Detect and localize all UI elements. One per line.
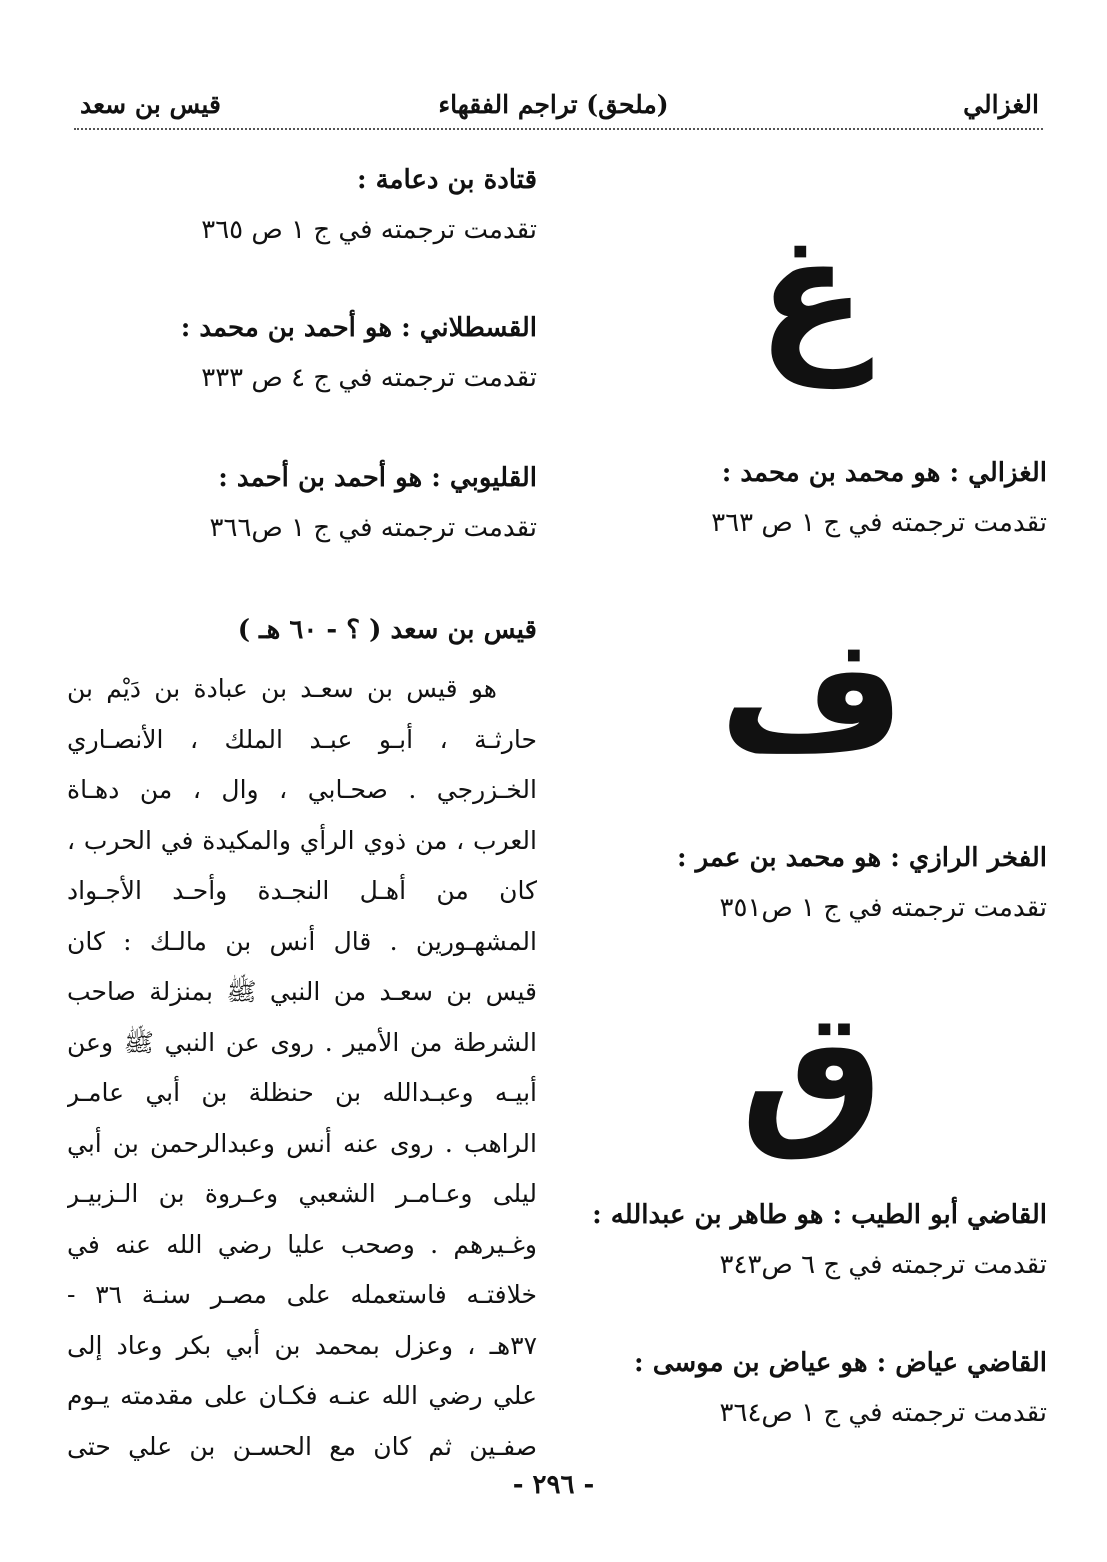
biography-line: ٣٧هـ ، وعزل بمحمد بن أبي بكر وعاد إلى — [67, 1330, 537, 1360]
entry-qadi-abu-tayyib-ref: تقدمت ترجمته في ج ٦ ص٣٤٣ — [719, 1250, 1047, 1280]
section-letter-qaf: ق — [740, 976, 884, 1163]
entry-qays-title: قيس بن سعد ( ؟ - ٦٠ هـ ) — [237, 615, 537, 645]
biography-line: خلافتـه فاستعمله على مصـر سنـة ٣٦ - — [67, 1280, 537, 1309]
entry-fakhr-razi-title: الفخر الرازي : هو محمد بن عمر : — [676, 843, 1047, 873]
running-head-right: الغزالي — [963, 90, 1039, 119]
entry-qays-biography — [67, 664, 537, 1472]
biography-line: أبيـه وعبـدالله بن حنظلة بن أبي عامـر — [67, 1078, 537, 1107]
running-head-left: قيس بن سعد — [80, 90, 221, 119]
biography-line: الخـزرجي . صحـابي ، وال ، من دهـاة — [67, 775, 537, 804]
biography-line: الراهب . روى عنه أنس وعبدالرحمن بن أبي — [67, 1128, 537, 1158]
entry-qastallani-ref: تقدمت ترجمته في ج ٤ ص ٣٣٣ — [201, 363, 537, 393]
section-letter-fa: ف — [719, 601, 905, 788]
entry-qatada-ref: تقدمت ترجمته في ج ١ ص ٣٦٥ — [201, 215, 537, 245]
entry-qadi-abu-tayyib-title: القاضي أبو الطيب : هو طاهر بن عبدالله : — [592, 1200, 1047, 1230]
entry-qadi-iyad-title: القاضي عياض : هو عياض بن موسى : — [634, 1348, 1047, 1378]
biography-line: حارثـة ، أبـو عبـد الملك ، الأنصـاري — [67, 724, 537, 754]
biography-line: كان من أهـل النجـدة وأحـد الأجـواد — [67, 876, 537, 905]
page-number: - ٢٩٦ - — [512, 1470, 595, 1500]
left-column — [67, 0, 537, 1562]
biography-line: هو قيس بن سعـد بن عبادة بن دَيْم بن — [67, 674, 497, 703]
entry-ghazali-title: الغزالي : هو محمد بن محمد : — [721, 458, 1047, 488]
entry-ghazali-ref: تقدمت ترجمته في ج ١ ص ٣٦٣ — [711, 508, 1047, 538]
biography-line: الشرطة من الأمير . روى عن النبي ﷺ وعن — [67, 1027, 537, 1057]
biography-line: ليلى وعـامـر الشعبي وعـروة بن الـزبيـر — [67, 1179, 537, 1208]
entry-fakhr-razi-ref: تقدمت ترجمته في ج ١ ص٣٥١ — [719, 893, 1047, 923]
entry-qalyubi-title: القليوبي : هو أحمد بن أحمد : — [218, 463, 537, 493]
biography-line: علي رضي الله عنـه فكـان على مقدمته يـوم — [67, 1381, 537, 1410]
right-column — [577, 0, 1047, 1562]
entry-qatada-title: قتادة بن دعامة : — [356, 165, 537, 195]
section-letter-ghain: غ — [757, 201, 867, 388]
biography-line: وغـيرهم . وصحب عليا رضي الله عنه في — [67, 1229, 537, 1259]
entry-qastallani-title: القسطلاني : هو أحمد بن محمد : — [180, 313, 537, 343]
entry-qadi-iyad-ref: تقدمت ترجمته في ج ١ ص٣٦٤ — [719, 1398, 1047, 1428]
biography-line: قيس بن سعـد من النبي ﷺ بمنزلة صاحب — [67, 977, 537, 1006]
entry-qalyubi-ref: تقدمت ترجمته في ج ١ ص٣٦٦ — [209, 513, 537, 543]
biography-line: العرب ، من ذوي الرأي والمكيدة في الحرب ، — [67, 825, 537, 855]
biography-line: المشهـورين . قال أنس بن مالـك : كان — [67, 926, 537, 956]
biography-line: صفـين ثم كان مع الحسـن بن علي حتى — [67, 1431, 537, 1461]
running-head-center: (ملحق) تراجم الفقهاء — [438, 90, 669, 119]
